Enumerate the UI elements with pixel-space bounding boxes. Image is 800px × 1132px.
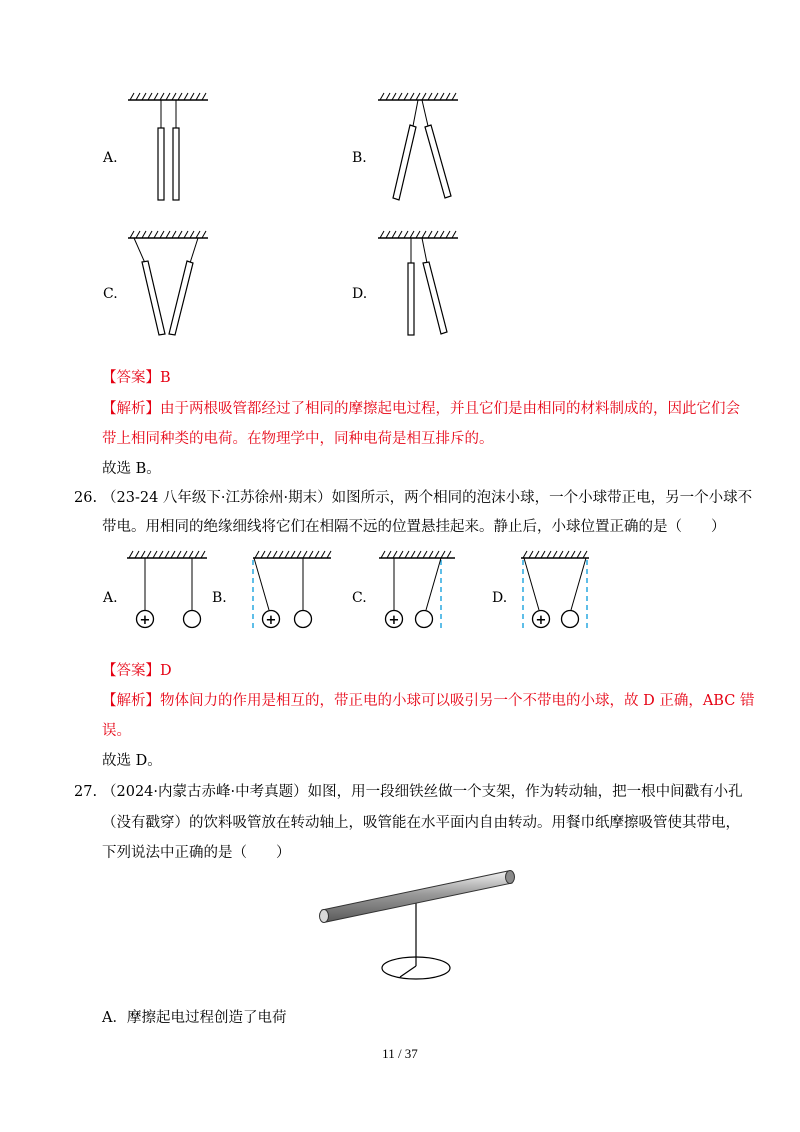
charge-plus: + (535, 613, 547, 628)
answer-value: D (160, 663, 172, 679)
q26-option-c-label: C. (352, 590, 367, 606)
charge-plus: + (265, 613, 277, 628)
q25-figure-b (370, 90, 490, 210)
q27-figure-straw-stand (310, 862, 520, 992)
q26-figure-a (125, 548, 220, 638)
q25-analysis-line1 (102, 399, 740, 419)
q25-figure-c (120, 228, 240, 348)
q26-option-d-label: D. (492, 590, 508, 606)
q27-number: 27. (74, 784, 98, 800)
q26-analysis-line1 (102, 691, 754, 711)
q25-figure-a (120, 90, 240, 210)
q26-figure-c (375, 548, 470, 638)
q26-figure-b (245, 548, 340, 638)
answer-label: 【答案】 (102, 370, 160, 386)
q27-stem-line2: （没有戳穿）的饮料吸管放在转动轴上，吸管能在水平面内自由转动。用餐巾纸摩擦吸管使其带电， (102, 815, 740, 831)
q25-figure-d (370, 228, 490, 348)
charge-plus: + (388, 613, 400, 628)
q26-conclusion: 故选 D。 (102, 753, 162, 769)
q26-figure-d (515, 548, 610, 638)
q26-option-a-label: A. (103, 590, 118, 606)
q26-analysis-line2: 误。 (102, 723, 131, 739)
q25-option-c-label: C. (103, 286, 118, 302)
analysis-text: 由于两根吸管都经过了相同的摩擦起电过程，并且它们是由相同的材料制成的，因此它们会 (160, 401, 740, 417)
q25-conclusion: 故选 B。 (102, 461, 161, 477)
q25-option-d-label: D. (352, 286, 368, 302)
q26-stem-line2: 带电。用相同的绝缘细线将它们在相隔不远的位置悬挂起来。静止后，小球位置正确的是（ ） (102, 519, 726, 535)
q25-answer (102, 368, 171, 388)
q27-option-a: A．摩擦起电过程创造了电荷 (102, 1010, 287, 1026)
q26-number: 26. (74, 490, 98, 506)
page-number: 11 / 37 (382, 1046, 418, 1061)
answer-label: 【答案】 (102, 663, 160, 679)
q25-option-b-label: B. (352, 150, 367, 166)
answer-value: B (160, 370, 171, 386)
analysis-text: 物体间力的作用是相互的，带正电的小球可以吸引另一个不带电的小球，故 D 正确，ABC 错 (160, 693, 755, 709)
analysis-label: 【解析】 (102, 693, 160, 709)
q25-analysis-line2: 带上相同种类的电荷。在物理学中，同种电荷是相互排斥的。 (102, 431, 494, 447)
charge-plus: + (139, 613, 151, 628)
q25-option-a-label: A. (103, 150, 118, 166)
q26-answer (102, 661, 172, 681)
q26-stem-line1: （23-24 八年级下·江苏徐州·期末）如图所示，两个相同的泡沫小球，一个小球带正电，另一个小球不 (102, 490, 753, 506)
q26-option-b-label: B. (212, 590, 227, 606)
q27-stem-line1: （2024·内蒙古赤峰·中考真题）如图，用一段细铁丝做一个支架，作为转动轴，把一根中间戳有小孔 (102, 784, 743, 800)
analysis-label: 【解析】 (102, 401, 160, 417)
q27-stem-line3: 下列说法中正确的是（ ） (102, 845, 291, 861)
